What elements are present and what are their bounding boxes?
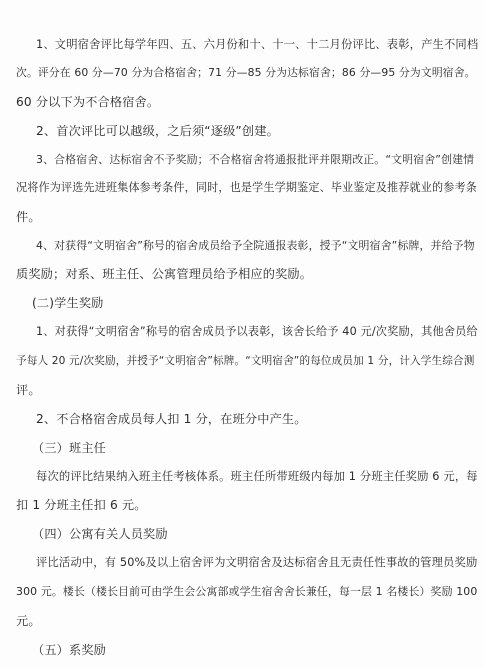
paragraph-7-line-1: 每次的评比结果纳入班主任考核体系。班主任所带班级内每加 1 分班主任奖励 6 元，每 — [36, 470, 478, 483]
paragraph-5-line-3: 评。 — [16, 383, 41, 397]
section-heading-head-teacher: （三）班主任 — [32, 441, 107, 455]
paragraph-8-line-2: 300 元。楼长（楼长目前可由学生会公寓部或学生宿舍舍长兼任，每一层 1 名楼长）奖励 100 — [16, 585, 478, 598]
section-heading-student-rewards: (二)学生奖励 — [32, 296, 104, 310]
section-heading-department-rewards: （五）系奖励 — [32, 643, 107, 657]
paragraph-4-line-2: 质奖励；对系、班主任、公寓管理员给予相应的奖励。 — [16, 267, 313, 281]
paragraph-3-line-3: 件。 — [16, 210, 41, 224]
section-heading-apartment-staff: （四）公寓有关人员奖励 — [32, 527, 168, 541]
paragraph-5-line-1: 1、对获得“文明宿舍”称号的宿舍成员予以表彰，该舍长给予 40 元/次奖励，其他舍员给 — [36, 325, 478, 338]
paragraph-2-line-1: 2、首次评比可以越级，之后须“逐级”创建。 — [36, 124, 279, 138]
paragraph-6-line-1: 2、不合格宿舍成员每人扣 1 分，在班分中产生。 — [36, 412, 307, 426]
paragraph-8-line-1: 评比活动中，有 50%及以上宿舍评为文明宿舍及达标宿舍且无责任性事故的管理员奖励 — [36, 556, 478, 569]
paragraph-3-line-1: 3、合格宿舍、达标宿舍不予奖励；不合格宿舍将通报批评并限期改正。“文明宿舍”创建情 — [36, 153, 475, 166]
paragraph-5-line-2: 予每人 20 元/次奖励，并授予“文明宿舍”标牌。“文明宿舍”的每位成员加 1 分，计入学生综合测 — [16, 355, 475, 367]
paragraph-1-line-3: 60 分以下为不合格宿舍。 — [16, 95, 160, 109]
paragraph-7-line-2: 扣 1 分班主任扣 6 元。 — [16, 498, 147, 512]
paragraph-1-line-1: 1、文明宿舍评比每学年四、五、六月份和十、十一、十二月份评比、表彰，产生不同档 — [36, 38, 479, 51]
paragraph-1-line-2: 次。评分在 60 分—70 分为合格宿舍；71 分—85 分为达标宿舍；86 分—95 分为文明宿舍。 — [16, 66, 476, 79]
paragraph-8-line-3: 元。 — [16, 614, 41, 628]
paragraph-4-line-1: 4、对获得“文明宿舍”称号的宿舍成员给予全院通报表彰，授予“文明宿舍”标牌，并给予物 — [36, 239, 475, 252]
paragraph-3-line-2: 况将作为评选先进班集体参考条件，同时，也是学生学期鉴定、毕业鉴定及推荐就业的参考条 — [16, 181, 477, 194]
